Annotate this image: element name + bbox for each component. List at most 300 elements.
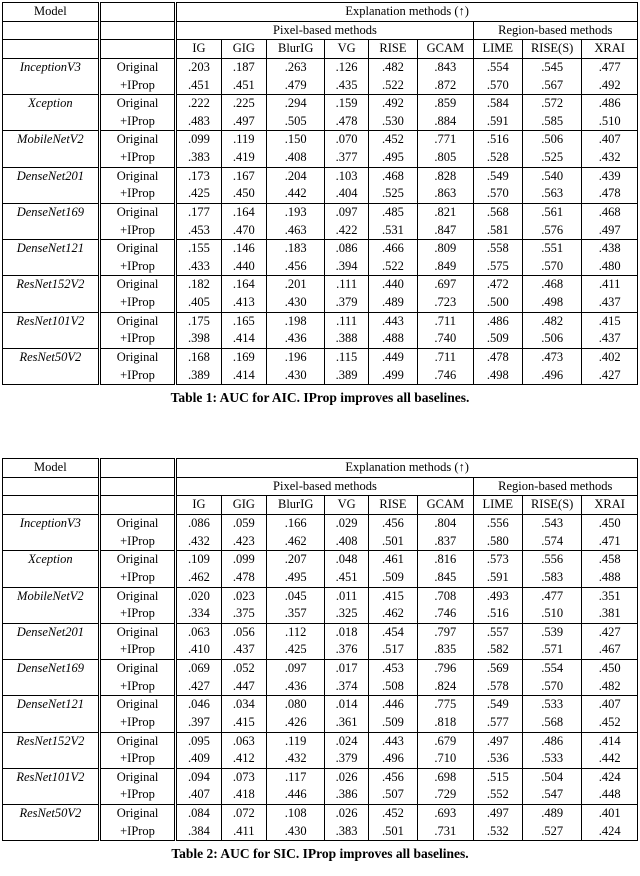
auc-value: .468 [582, 203, 638, 221]
auc-value: .679 [418, 732, 473, 750]
auc-value: .150 [267, 131, 325, 149]
model-name: DenseNet121 [3, 240, 100, 276]
auc-value: .563 [522, 185, 581, 203]
variant-label: +IProp [99, 786, 176, 804]
auc-value: .430 [267, 823, 325, 841]
empty-header-cell [99, 21, 176, 40]
table-row [3, 623, 638, 641]
model-name: MobileNetV2 [3, 587, 100, 623]
auc-value: .473 [522, 348, 581, 366]
auc-value: .835 [418, 641, 473, 659]
auc-value: .581 [473, 222, 522, 240]
auc-value: .545 [522, 58, 581, 76]
method-column-header: BlurIG [267, 40, 325, 59]
auc-value: .698 [418, 768, 473, 786]
auc-value: .164 [221, 203, 266, 221]
auc-value: .177 [176, 203, 221, 221]
auc-value: .159 [325, 95, 368, 113]
method-column-header: RISE(S) [522, 496, 581, 515]
empty-header-cell [99, 40, 176, 59]
auc-value: .467 [582, 641, 638, 659]
auc-value: .407 [582, 696, 638, 714]
auc-value: .381 [582, 605, 638, 623]
auc-value: .489 [368, 294, 417, 312]
model-name: ResNet50V2 [3, 348, 100, 384]
table-row [3, 587, 638, 605]
auc-value: .073 [221, 768, 266, 786]
method-column-header: RISE [368, 40, 417, 59]
auc-value: .097 [267, 660, 325, 678]
auc-value: .585 [522, 113, 581, 131]
variant-label: Original [99, 515, 176, 533]
region-methods-group-header: Region-based methods [473, 477, 637, 496]
auc-value: .731 [418, 823, 473, 841]
auc-value: .570 [522, 678, 581, 696]
auc-value: .547 [522, 786, 581, 804]
auc-value: .510 [522, 605, 581, 623]
method-column-header: RISE [368, 496, 417, 515]
auc-value: .383 [176, 149, 221, 167]
auc-value: .711 [418, 312, 473, 330]
auc-value: .466 [368, 240, 417, 258]
auc-value: .452 [368, 131, 417, 149]
auc-value: .108 [267, 805, 325, 823]
auc-value: .430 [267, 367, 325, 385]
auc-value: .710 [418, 750, 473, 768]
auc-value: .056 [221, 623, 266, 641]
auc-value: .543 [522, 515, 581, 533]
variant-label: Original [99, 660, 176, 678]
auc-value: .492 [582, 77, 638, 95]
auc-value: .498 [473, 367, 522, 385]
auc-value: .435 [325, 77, 368, 95]
auc-value: .448 [582, 786, 638, 804]
auc-value: .556 [473, 515, 522, 533]
auc-value: .575 [473, 258, 522, 276]
auc-value: .468 [522, 276, 581, 294]
auc-value: .357 [267, 605, 325, 623]
auc-value: .045 [267, 587, 325, 605]
auc-value: .443 [368, 732, 417, 750]
auc-value: .551 [522, 240, 581, 258]
auc-value: .405 [176, 294, 221, 312]
variant-label: Original [99, 203, 176, 221]
empty-header-cell [99, 496, 176, 515]
auc-value: .527 [522, 823, 581, 841]
auc-value: .438 [582, 240, 638, 258]
auc-value: .557 [473, 623, 522, 641]
auc-value: .048 [325, 551, 368, 569]
variant-label: +IProp [99, 533, 176, 551]
auc-value: .095 [176, 732, 221, 750]
auc-value: .568 [473, 203, 522, 221]
table-row [3, 312, 638, 330]
auc-value: .094 [176, 768, 221, 786]
auc-value: .845 [418, 569, 473, 587]
auc-value: .525 [368, 185, 417, 203]
auc-value: .528 [473, 149, 522, 167]
auc-value: .495 [267, 569, 325, 587]
auc-value: .483 [176, 113, 221, 131]
auc-value: .443 [368, 312, 417, 330]
method-column-header: LIME [473, 496, 522, 515]
auc-value: .576 [522, 222, 581, 240]
auc-value: .740 [418, 330, 473, 348]
auc-value: .207 [267, 551, 325, 569]
explanation-methods-header: Explanation methods (↑) [176, 459, 638, 478]
auc-value: .196 [267, 348, 325, 366]
auc-value: .407 [582, 131, 638, 149]
model-name: InceptionV3 [3, 58, 100, 94]
auc-value: .809 [418, 240, 473, 258]
auc-value: .430 [267, 294, 325, 312]
auc-value: .771 [418, 131, 473, 149]
auc-value: .419 [221, 149, 266, 167]
auc-value: .497 [473, 732, 522, 750]
auc-value: .884 [418, 113, 473, 131]
auc-value: .063 [221, 732, 266, 750]
auc-value: .451 [176, 77, 221, 95]
header-row-1 [3, 3, 638, 22]
auc-value: .410 [176, 641, 221, 659]
table-row [3, 95, 638, 113]
method-column-header: VG [325, 496, 368, 515]
auc-value: .552 [473, 786, 522, 804]
auc-value: .507 [368, 786, 417, 804]
auc-value: .436 [267, 330, 325, 348]
auc-value: .567 [522, 77, 581, 95]
auc-value: .497 [221, 113, 266, 131]
auc-value: .450 [582, 515, 638, 533]
variant-label: Original [99, 732, 176, 750]
empty-header-cell [99, 459, 176, 478]
auc-value: .398 [176, 330, 221, 348]
auc-value: .099 [176, 131, 221, 149]
auc-value: .070 [325, 131, 368, 149]
auc-value: .501 [368, 823, 417, 841]
variant-label: Original [99, 348, 176, 366]
variant-label: +IProp [99, 149, 176, 167]
auc-value: .437 [582, 330, 638, 348]
auc-value: .449 [368, 348, 417, 366]
auc-value: .504 [522, 768, 581, 786]
auc-value: .440 [221, 258, 266, 276]
auc-value: .164 [221, 276, 266, 294]
auc-value: .361 [325, 714, 368, 732]
header-row-3 [3, 496, 638, 515]
auc-value: .126 [325, 58, 368, 76]
auc-value: .023 [221, 587, 266, 605]
auc-value: .437 [221, 641, 266, 659]
auc-value: .797 [418, 623, 473, 641]
auc-value: .198 [267, 312, 325, 330]
auc-value: .488 [368, 330, 417, 348]
auc-value: .458 [582, 551, 638, 569]
method-column-header: IG [176, 496, 221, 515]
variant-label: +IProp [99, 294, 176, 312]
auc-value: .402 [582, 348, 638, 366]
method-column-header: LIME [473, 40, 522, 59]
model-name: Xception [3, 95, 100, 131]
auc-value: .796 [418, 660, 473, 678]
variant-label: Original [99, 312, 176, 330]
auc-value: .453 [368, 660, 417, 678]
empty-header-cell [99, 3, 176, 22]
table-row [3, 58, 638, 76]
auc-value: .570 [473, 185, 522, 203]
auc-aic-results-table [2, 2, 638, 385]
auc-value: .086 [176, 515, 221, 533]
table-row [3, 203, 638, 221]
table-row [3, 768, 638, 786]
auc-value: .454 [368, 623, 417, 641]
table-row [3, 732, 638, 750]
auc-value: .478 [325, 113, 368, 131]
auc-value: .509 [368, 714, 417, 732]
auc-value: .456 [368, 768, 417, 786]
auc-value: .479 [267, 77, 325, 95]
auc-value: .447 [221, 678, 266, 696]
auc-value: .729 [418, 786, 473, 804]
auc-value: .486 [522, 732, 581, 750]
auc-value: .059 [221, 515, 266, 533]
method-column-header: VG [325, 40, 368, 59]
auc-value: .746 [418, 367, 473, 385]
auc-value: .424 [582, 823, 638, 841]
auc-value: .442 [267, 185, 325, 203]
table-row [3, 240, 638, 258]
auc-value: .554 [473, 58, 522, 76]
auc-value: .034 [221, 696, 266, 714]
auc-value: .452 [368, 805, 417, 823]
model-name: InceptionV3 [3, 515, 100, 551]
auc-value: .426 [267, 714, 325, 732]
auc-value: .711 [418, 348, 473, 366]
auc-value: .375 [221, 605, 266, 623]
auc-value: .561 [522, 203, 581, 221]
header-row-2 [3, 21, 638, 40]
auc-value: .496 [368, 750, 417, 768]
auc-value: .828 [418, 167, 473, 185]
method-column-header: GCAM [418, 496, 473, 515]
auc-value: .477 [522, 587, 581, 605]
explanation-methods-header: Explanation methods (↑) [176, 3, 638, 22]
variant-label: Original [99, 805, 176, 823]
auc-value: .509 [368, 569, 417, 587]
auc-value: .408 [267, 149, 325, 167]
auc-value: .863 [418, 185, 473, 203]
auc-value: .471 [582, 533, 638, 551]
table-2-caption: Table 2: AUC for SIC. IProp improves all baselines. [171, 846, 469, 862]
method-column-header: GCAM [418, 40, 473, 59]
table-1-block [2, 2, 638, 406]
table-row [3, 131, 638, 149]
auc-value: .112 [267, 623, 325, 641]
auc-value: .462 [368, 605, 417, 623]
auc-value: .225 [221, 95, 266, 113]
auc-value: .509 [473, 330, 522, 348]
auc-value: .463 [267, 222, 325, 240]
table-1-caption: Table 1: AUC for AIC. IProp improves all baselines. [170, 390, 470, 406]
auc-value: .849 [418, 258, 473, 276]
auc-value: .821 [418, 203, 473, 221]
auc-value: .119 [221, 131, 266, 149]
model-name: ResNet101V2 [3, 312, 100, 348]
auc-value: .462 [176, 569, 221, 587]
auc-value: .425 [176, 185, 221, 203]
auc-value: .580 [473, 533, 522, 551]
auc-value: .351 [582, 587, 638, 605]
auc-value: .115 [325, 348, 368, 366]
auc-value: .439 [582, 167, 638, 185]
table-row [3, 551, 638, 569]
auc-value: .536 [473, 750, 522, 768]
auc-value: .549 [473, 167, 522, 185]
auc-value: .020 [176, 587, 221, 605]
auc-value: .427 [176, 678, 221, 696]
auc-value: .204 [267, 167, 325, 185]
auc-value: .334 [176, 605, 221, 623]
auc-value: .437 [582, 294, 638, 312]
auc-value: .497 [582, 222, 638, 240]
auc-value: .414 [582, 732, 638, 750]
auc-value: .574 [522, 533, 581, 551]
auc-value: .389 [325, 367, 368, 385]
auc-value: .072 [221, 805, 266, 823]
auc-value: .432 [176, 533, 221, 551]
auc-value: .165 [221, 312, 266, 330]
auc-value: .388 [325, 330, 368, 348]
variant-label: Original [99, 587, 176, 605]
variant-label: +IProp [99, 750, 176, 768]
auc-value: .173 [176, 167, 221, 185]
auc-value: .386 [325, 786, 368, 804]
auc-value: .018 [325, 623, 368, 641]
auc-value: .446 [368, 696, 417, 714]
variant-label: Original [99, 696, 176, 714]
auc-value: .377 [325, 149, 368, 167]
table-row [3, 805, 638, 823]
auc-value: .697 [418, 276, 473, 294]
auc-value: .193 [267, 203, 325, 221]
table-row [3, 660, 638, 678]
auc-value: .578 [473, 678, 522, 696]
model-name: DenseNet201 [3, 623, 100, 659]
auc-value: .498 [522, 294, 581, 312]
table-row [3, 696, 638, 714]
auc-value: .024 [325, 732, 368, 750]
auc-value: .508 [368, 678, 417, 696]
auc-value: .591 [473, 113, 522, 131]
empty-header-cell [3, 21, 100, 40]
auc-value: .583 [522, 569, 581, 587]
auc-value: .573 [473, 551, 522, 569]
auc-value: .510 [582, 113, 638, 131]
auc-value: .097 [325, 203, 368, 221]
auc-value: .531 [368, 222, 417, 240]
auc-value: .570 [522, 258, 581, 276]
auc-value: .263 [267, 58, 325, 76]
auc-value: .109 [176, 551, 221, 569]
auc-value: .029 [325, 515, 368, 533]
auc-value: .530 [368, 113, 417, 131]
model-column-header: Model [3, 459, 100, 478]
model-name: DenseNet201 [3, 167, 100, 203]
auc-value: .325 [325, 605, 368, 623]
auc-value: .843 [418, 58, 473, 76]
auc-value: .026 [325, 805, 368, 823]
auc-value: .451 [221, 77, 266, 95]
auc-value: .017 [325, 660, 368, 678]
variant-label: +IProp [99, 367, 176, 385]
model-name: ResNet152V2 [3, 276, 100, 312]
auc-value: .558 [473, 240, 522, 258]
model-name: DenseNet169 [3, 660, 100, 696]
auc-value: .427 [582, 623, 638, 641]
auc-value: .379 [325, 750, 368, 768]
auc-value: .446 [267, 786, 325, 804]
method-column-header: RISE(S) [522, 40, 581, 59]
auc-value: .413 [221, 294, 266, 312]
variant-label: +IProp [99, 113, 176, 131]
auc-value: .117 [267, 768, 325, 786]
auc-value: .708 [418, 587, 473, 605]
auc-value: .480 [582, 258, 638, 276]
auc-value: .462 [267, 533, 325, 551]
header-row-1 [3, 459, 638, 478]
table-2-block [2, 458, 638, 862]
auc-value: .493 [473, 587, 522, 605]
auc-value: .407 [176, 786, 221, 804]
auc-value: .482 [368, 58, 417, 76]
auc-value: .422 [325, 222, 368, 240]
header-row-3 [3, 40, 638, 59]
auc-value: .723 [418, 294, 473, 312]
variant-label: +IProp [99, 185, 176, 203]
auc-value: .069 [176, 660, 221, 678]
auc-value: .103 [325, 167, 368, 185]
auc-value: .175 [176, 312, 221, 330]
auc-value: .415 [221, 714, 266, 732]
auc-value: .432 [267, 750, 325, 768]
table-row [3, 276, 638, 294]
auc-value: .453 [176, 222, 221, 240]
auc-value: .182 [176, 276, 221, 294]
auc-value: .847 [418, 222, 473, 240]
auc-value: .506 [522, 131, 581, 149]
auc-value: .488 [582, 569, 638, 587]
auc-value: .859 [418, 95, 473, 113]
variant-label: +IProp [99, 330, 176, 348]
variant-label: Original [99, 131, 176, 149]
auc-value: .099 [221, 551, 266, 569]
auc-value: .084 [176, 805, 221, 823]
auc-value: .432 [582, 149, 638, 167]
auc-value: .532 [473, 823, 522, 841]
auc-value: .470 [221, 222, 266, 240]
auc-value: .086 [325, 240, 368, 258]
variant-label: Original [99, 58, 176, 76]
auc-value: .412 [221, 750, 266, 768]
auc-value: .404 [325, 185, 368, 203]
auc-value: .414 [221, 330, 266, 348]
table-row [3, 348, 638, 366]
auc-value: .394 [325, 258, 368, 276]
variant-label: +IProp [99, 714, 176, 732]
variant-label: +IProp [99, 605, 176, 623]
auc-value: .525 [522, 149, 581, 167]
auc-value: .499 [368, 367, 417, 385]
